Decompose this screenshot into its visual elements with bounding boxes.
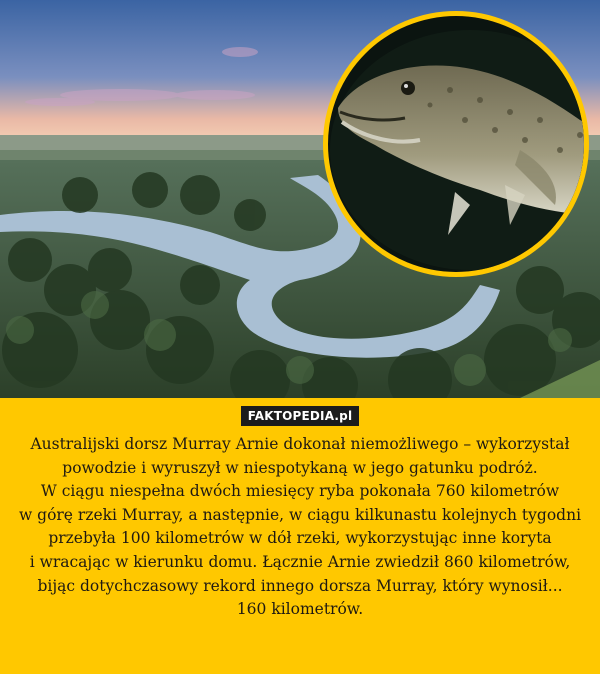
caption-text [8, 433, 592, 622]
caption-line: powodzie i wyruszył w niespotykaną w jego gatunku podróż. [62, 458, 538, 477]
caption-line: i wracając w kierunku domu. Łącznie Arnie zwiedził 860 kilometrów, [29, 552, 571, 571]
caption-line: W ciągu niespełna dwóch miesięcy ryba pokonała 760 kilometrów [40, 482, 560, 501]
caption-line: bijąc dotychczasowy rekord innego dorsza Murray, który wynosił... [37, 576, 563, 595]
caption-line: 160 kilometrów. [236, 600, 364, 619]
caption-line: przebyła 100 kilometrów w dół rzeki, wykorzystując inne koryta [48, 529, 552, 548]
faktopedia-logo-badge[interactable]: FAKTOPEDIA.pl [241, 406, 359, 426]
caption-line: Australijski dorsz Murray Arnie dokonał niemożliwego – wykorzystał [30, 435, 570, 453]
caption-line: w górę rzeki Murray, a następnie, w ciągu kilkunastu kolejnych tygodni [18, 505, 582, 524]
